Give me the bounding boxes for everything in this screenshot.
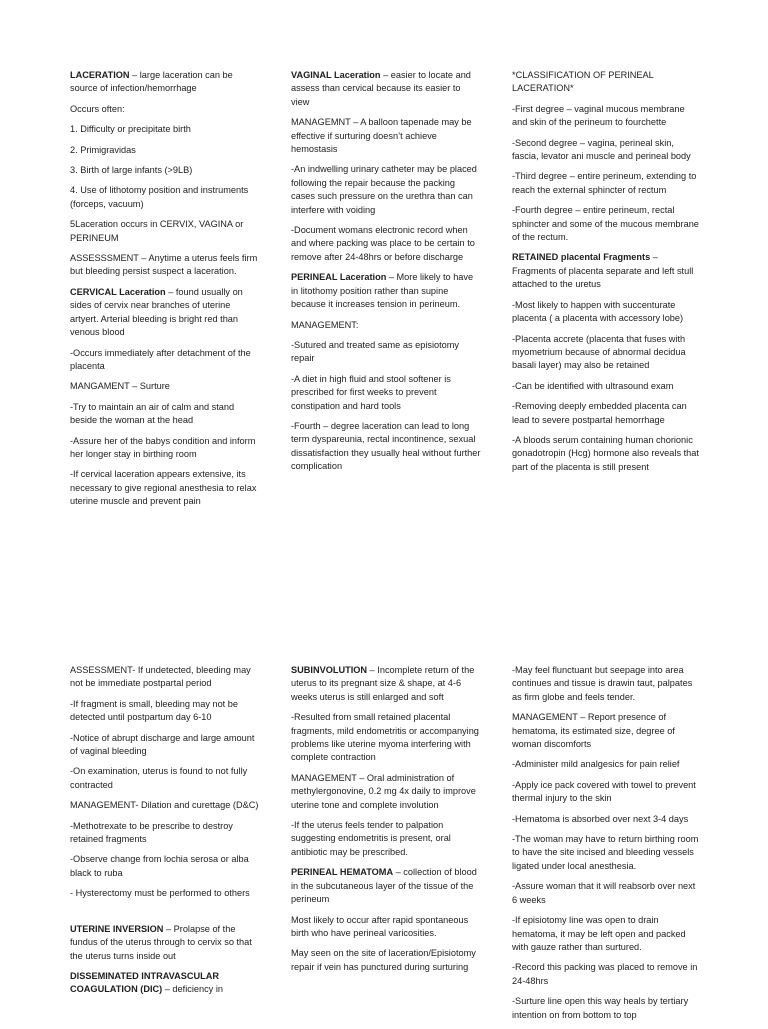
paragraph [70,401,260,428]
paragraph [291,319,481,332]
paragraph-text: -If the uterus feels tender to palpation suggesting endometritis is present, oral antibiotic may be prescribed. [291,820,451,857]
paragraph-text: Most likely to occur after rapid spontaneous birth who have perineal varicosities. [291,914,469,938]
paragraph [70,820,260,847]
paragraph-text: -Notice of abrupt discharge and large amount of vaginal bleeding [70,732,255,757]
paragraph [512,204,702,244]
paragraph-text: -Hematoma is absorbed over next 3-4 days [512,813,689,824]
paragraph-text: – found usually on sides of cervix near branches of uterine artyert. Arterial bleeding is bright red than venous blood [70,286,243,338]
paragraph-text: 5Laceration occurs in CERVIX, VAGINA or PERINEUM [70,219,244,243]
column-bottom-right [512,664,702,1029]
paragraph-text: May seen on the site of laceration/Episiotomy repair if vein has punctured during surturing [291,948,476,972]
paragraph [291,373,481,413]
paragraph [512,995,702,1022]
paragraph-heading: SUBINVOLUTION [291,665,368,675]
paragraph [70,765,260,792]
paragraph-text: MANAGEMENT – Report presence of hematoma, its estimated size, degree of woman discomforts [512,712,675,750]
paragraph-text: -Can be identified with ultrasound exam [512,380,674,391]
paragraph-text: -Methotrexate to be prescribe to destroy retained fragments [70,820,233,845]
paragraph [512,833,702,873]
paragraph-text: MANAGEMENT – Oral administration of methylergonovine, 0.2 mg 4x daily to improve uterine tone and complete involution [291,772,476,810]
paragraph [70,799,260,812]
paragraph [291,224,481,264]
paragraph-text: -Record this packing was placed to remove in 24-48hrs [512,962,698,986]
paragraph-text: -Observe change from lochia serosa or alba black to ruba [70,854,249,878]
paragraph [512,103,702,130]
paragraph-text: – Incomplete return of the uterus to its pregnant size & shape, at 4-6 weeks uterus is still enlarged and soft [291,665,475,702]
paragraph [512,813,702,826]
paragraph-heading: VAGINAL Laceration [291,70,381,80]
paragraph-text: 1. Difficulty or precipitate birth [70,124,191,135]
paragraph [512,299,702,326]
paragraph-text: MANAGEMNT – A balloon tapenade may be effective if surturing doesn’t achieve hemostasis [291,117,472,155]
paragraph-text: – large laceration can be source of infection/hemorrhage [70,70,233,94]
paragraph-text: -Most likely to happen with succenturate placenta ( a placenta with accessory lobe) [512,299,684,324]
paragraph-text: Occurs often: [70,103,125,114]
paragraph-text: -Sutured and treated same as episiotomy repair [291,339,460,364]
paragraph-text: -Document womans electronic record when and where packing was place to be certain to remove after 24-48hrs or before discharge [291,225,475,262]
paragraph [291,819,481,859]
paragraph [70,123,260,136]
paragraph [70,218,260,245]
paragraph [70,164,260,177]
paragraph [512,711,702,751]
paragraph [512,961,702,988]
paragraph [70,923,260,963]
paragraph [512,400,702,427]
paragraph-text: ASSESSMENT- If undetected, bleeding may not be immediate postpartal period [70,665,251,689]
paragraph-text: – deficiency in [162,984,223,995]
paragraph-text: -Apply ice pack covered with towel to prevent thermal injury to the skin [512,779,696,804]
paragraph-text: -Occurs immediately after detachment of the placenta [70,347,251,371]
paragraph-text: MANGAMENT – Surture [70,381,170,392]
paragraph-text: -Try to maintain an air of calm and stand beside the woman at the head [70,401,235,426]
paragraph [291,420,481,474]
paragraph [70,970,260,997]
column-top-left [70,69,260,516]
paragraph-text: -The woman may have to return birthing room to have the site incised and bleeding vessels ligated under local anesthesia. [512,834,699,871]
paragraph [291,664,481,704]
paragraph-text: -If episiotomy line was open to drain hematoma, it may be left open and packed with gauze rather than surtured. [512,915,686,952]
paragraph-text: -If cervical laceration appears extensive, its necessary to give regional anesthesia to relax uterine muscle and prevent pain [70,469,257,507]
paragraph [291,947,481,974]
paragraph-heading: UTERINE INVERSION [70,923,164,934]
paragraph-text: -Third degree – entire perineum, extending to reach the external sphincter of rectum [512,171,697,195]
paragraph-text: – More likely to have in litothomy position rather than supine because it increases tension in perineum. [291,272,474,310]
paragraph [70,103,260,116]
paragraph [291,772,481,812]
paragraph [512,380,702,393]
paragraph-text: -First degree – vaginal mucous membrane and skin of the perineum to fourchette [512,103,685,128]
paragraph [70,69,260,96]
paragraph [512,434,702,474]
column-top-right [512,69,702,481]
paragraph [512,251,702,291]
paragraph [70,468,260,508]
paragraph-text: - Hysterectomy must be performed to others [70,888,250,899]
paragraph-text: – Fragments of placenta separate and left stull attached to the uretus [512,252,694,290]
paragraph [291,69,481,109]
paragraph-text: -Resulted from small retained placental fragments, mild endometritis or accompanying problems like uterine myoma interfering with complete contraction [291,712,479,763]
paragraph [512,880,702,907]
paragraph [512,69,702,96]
paragraph [70,286,260,340]
paragraph-text: 4. Use of lithotomy position and instruments (forceps, vacuum) [70,185,249,209]
paragraph-text: – easier to locate and assess than cervical because its easier to view [291,70,471,107]
paragraph-text: -An indwelling urinary catheter may be placed following the repair because the packing cases such pressure on the urethra than can interfere with voiding [291,164,477,215]
paragraph-text: 2. Primigravidas [70,144,136,155]
column-top-middle [291,69,481,481]
paragraph-text: -A bloods serum containing human chorionic gonadotropin (Hcg) hormone also reveals that part of the placenta is still present [512,434,699,472]
paragraph-text: -A diet in high fluid and stool softener is prescribed for first weeks to prevent constipation and hard tools [291,373,451,411]
paragraph-text: -Placenta accrete (placenta that fuses with myometrium because of abnormal decidua basali layer) may also be retained [512,333,686,371]
paragraph [512,914,702,954]
paragraph [512,170,702,197]
paragraph [291,163,481,217]
paragraph-text: -If fragment is small, bleeding may not be detected until postpartum day 6-10 [70,698,239,723]
paragraph-heading: PERINEAL HEMATOMA [291,867,394,878]
paragraph [512,779,702,806]
paragraph [291,339,481,366]
paragraph-text: ASSESSSMENT – Anytime a uterus feels firm but bleeding persist suspect a laceration. [70,253,258,277]
paragraph [70,853,260,880]
paragraph-text: -Assure her of the babys condition and inform her longer stay in birthing room [70,435,256,459]
paragraph [70,347,260,374]
paragraph [70,380,260,393]
paragraph [70,184,260,211]
paragraph-text: -Administer mild analgesics for pain relief [512,759,680,770]
paragraph-text: -May feel flunctuant but seepage into area continues and tissue is drawin taut, palpates as firm globe and feels tender. [512,665,693,702]
paragraph-heading: RETAINED placental Fragments [512,252,651,263]
paragraph-heading: DISSEMINATED INTRAVASCULAR COAGULATION (DIC) [70,970,220,995]
paragraph-text: -On examination, uterus is found to not fully contracted [70,766,248,790]
paragraph [291,116,481,156]
paragraph [70,698,260,725]
paragraph [291,866,481,906]
paragraph-text: MANAGEMENT: [291,319,359,330]
paragraph [512,758,702,771]
paragraph-text: -Fourth – degree laceration can lead to long term dyspareunia, rectal incontinence, sexual dissatisfaction they usually heal without further complication [291,420,481,472]
paragraph [291,711,481,765]
paragraph [70,435,260,462]
paragraph-text: -Assure woman that it will reabsorb over next 6 weeks [512,881,696,905]
paragraph [70,252,260,279]
paragraph-heading: CERVICAL Laceration [70,286,166,297]
paragraph-text: -Fourth degree – entire perineum, rectal sphincter and some of the mucous membrane of the rectum. [512,205,699,243]
paragraph [70,664,260,691]
paragraph [291,271,481,311]
paragraph-text: -Removing deeply embedded placenta can lead to severe postpartal hemorrhage [512,401,687,425]
column-bottom-middle [291,664,481,981]
paragraph-text: – collection of blood in the subcutaneous layer of the tissue of the perineum [291,867,477,905]
paragraph [512,664,702,704]
paragraph-text: 3. Birth of large infants (>9LB) [70,165,193,176]
column-bottom-left [70,664,260,1004]
paragraph-heading: PERINEAL Laceration [291,272,387,283]
paragraph-text: -Second degree – vagina, perineal skin, fascia, levator ani muscle and perineal body [512,137,691,162]
paragraph [512,333,702,373]
paragraph [70,887,260,900]
paragraph-text: *CLASSIFICATION OF PERINEAL LACERATION* [512,70,654,94]
paragraph-text: -Surture line open this way heals by tertiary intention on from bottom to top [512,996,689,1020]
paragraph [512,137,702,164]
paragraph-text: – Prolapse of the fundus of the uterus through to cervix so that the uterus turns inside out [70,923,252,961]
paragraph [291,914,481,941]
paragraph [70,732,260,759]
paragraph-heading: LACERATION [70,70,130,80]
paragraph-text: MANAGEMENT- Dilation and curettage (D&C) [70,800,259,811]
paragraph [70,144,260,157]
